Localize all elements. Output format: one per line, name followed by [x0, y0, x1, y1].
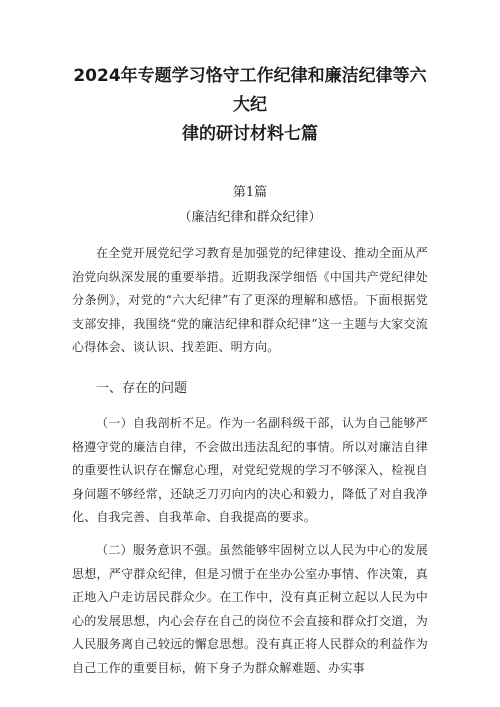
document-title	[72, 62, 428, 149]
document-title-line-1: 2024年专题学习恪守工作纪律和廉洁纪律等六大纪	[73, 66, 427, 115]
paragraph-self-analysis: （一）自我剖析不足。作为一名副科级干部，认为自己能够严格遵守党的廉洁自律，不会做出违法乱纪的事情。所以对廉洁自律的重要性认识存在懈怠心理，对党纪党规的学习不够深入，检视自身问题不够经常，还缺乏刀刃向内的决心和毅力，降低了对自我净化、自我完善、自我革命、自我提高的要求。	[72, 415, 428, 525]
section-number: 第1篇	[232, 185, 268, 200]
section-heading-problems: 一、存在的问题	[96, 380, 188, 396]
section-subtitle: （廉洁纪律和群众纪律）	[178, 210, 322, 225]
document-title-line-2: 律的研讨材料七篇	[182, 124, 318, 144]
intro-paragraph: 在全党开展党纪学习教育是加强党的纪律建设、推动全面从严治党向纵深发展的重要举措。近期我深学细悟《中国共产党纪律处分条例》，对党的“六大纪律”有了更深的理解和感悟。下面根据党支部安排，我围绕“党的廉洁纪律和群众纪律”这一主题与大家交流心得体会、谈认识、找差距、明方向。	[72, 246, 428, 355]
paragraph-service-awareness: （二）服务意识不强。虽然能够牢固树立以人民为中心的发展思想，严守群众纪律，但是习惯于在坐办公室办事情、作决策，真正地入户走访居民群众少。在工作中，没有真正树立起以人民为中心的发展思想，内心会存在自己的岗位不会直接和群众打交道，为人民服务离自己较远的懈怠思想。没有真正将人民群众的利益作为自己工作的重要目标，俯下身子为群众解难题、办实事	[72, 542, 428, 675]
